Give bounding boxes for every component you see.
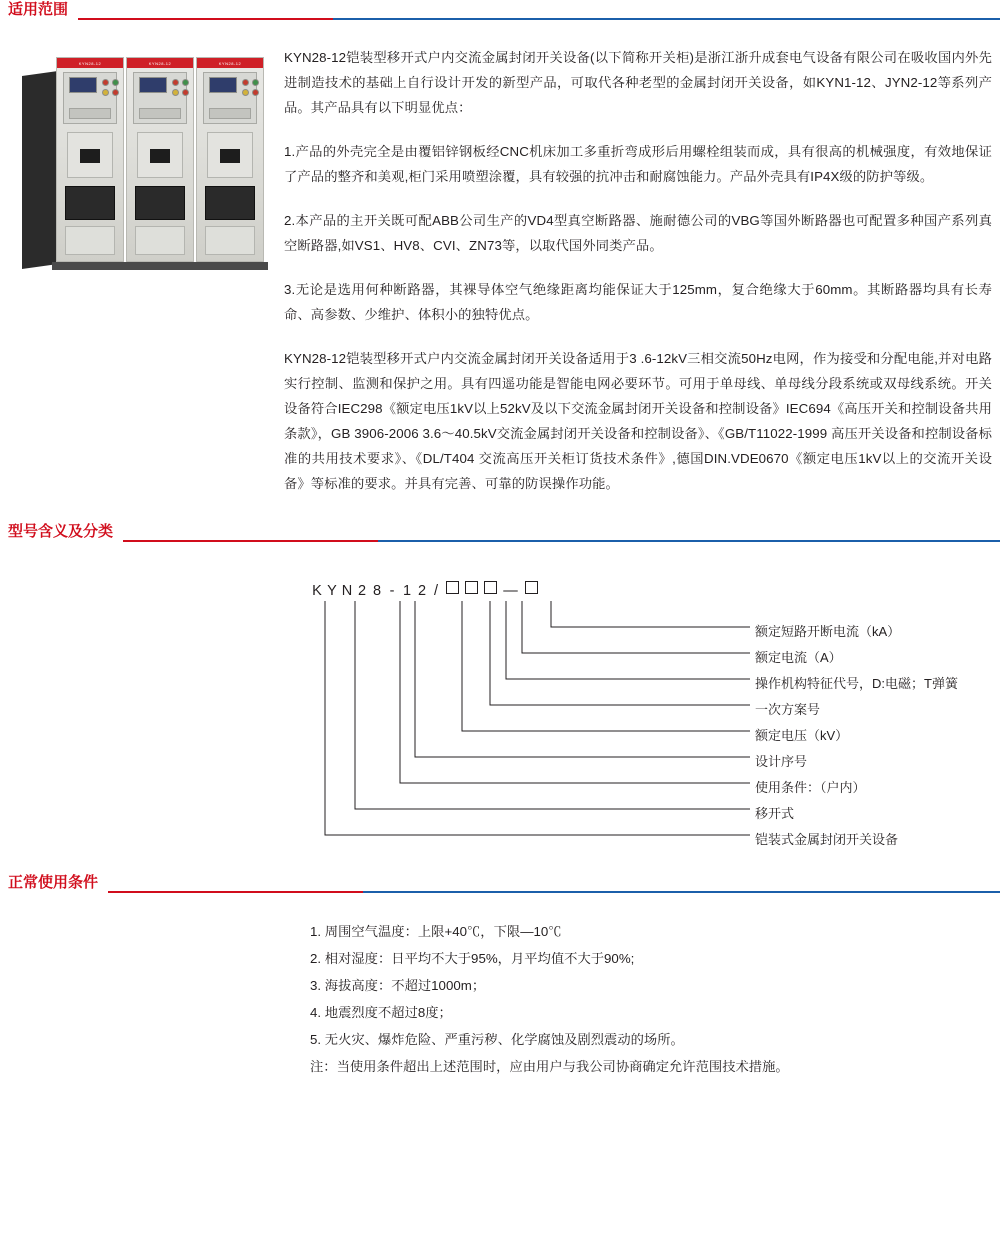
model-code-diagram bbox=[0, 553, 1000, 873]
cabinet-label: KYN28-12 bbox=[148, 61, 172, 66]
legend-item: 铠装式金属封闭开关设备 bbox=[755, 832, 899, 847]
legend-item: 移开式 bbox=[755, 806, 795, 821]
cabinet-base bbox=[52, 262, 268, 270]
code-placeholder-box bbox=[446, 581, 459, 594]
code-char: K bbox=[312, 583, 323, 599]
code-char: 2 bbox=[357, 583, 368, 599]
cabinet-door bbox=[135, 186, 185, 220]
indicator-light-green bbox=[112, 79, 119, 86]
cabinet-busbar bbox=[150, 149, 170, 163]
list-item: 2. 相对湿度：日平均不大于95%，月平均值不大于90%; bbox=[310, 951, 635, 966]
indicator-light-yellow bbox=[102, 89, 109, 96]
indicator-light-green bbox=[182, 79, 189, 86]
cabinet-unit bbox=[126, 57, 194, 262]
cabinet-door bbox=[65, 186, 115, 220]
section-title-conditions: 正常使用条件 bbox=[8, 874, 99, 891]
cabinet-mid-compartment bbox=[137, 132, 183, 178]
code-char: - bbox=[389, 583, 396, 599]
scope-content bbox=[0, 23, 1000, 496]
code-char: 1 bbox=[402, 583, 413, 599]
cabinet-control-panel bbox=[203, 72, 257, 124]
indicator-light-red bbox=[182, 89, 189, 96]
cabinet-busbar bbox=[220, 149, 240, 163]
spacer bbox=[0, 496, 1000, 522]
legend-item: 额定短路开断电流（kA） bbox=[755, 624, 901, 639]
code-char: N bbox=[341, 583, 354, 599]
indicator-light-red bbox=[112, 89, 119, 96]
legend-item: 额定电压（kV） bbox=[755, 728, 849, 743]
paragraph: KYN28-12铠装型移开式户内交流金属封闭开关设备(以下简称开关柜)是浙江浙升成套电气设备有限公司在吸收国内外先进制造技术的基础上自行设计开发的新型产品，可取代各种老型的金属封闭开关设备，如KYN1-12、JYN2-12等系列产品。其产品具有以下明显优点： bbox=[284, 50, 992, 115]
paragraph: 1.产品的外壳完全是由覆铝锌钢板经CNC机床加工多重折弯成形后用螺栓组装而成，具有很高的机械强度，有效地保证了产品的整齐和美观,柜门采用喷塑涂覆，具有较强的抗冲击和耐腐蚀能力。产品外壳具有IP4X级的防护等级。 bbox=[284, 144, 992, 184]
cabinet-mid-compartment bbox=[207, 132, 253, 178]
list-item: 3. 海拔高度：不超过1000m； bbox=[310, 978, 486, 993]
conditions-note: 注：当使用条件超出上述范围时，应由用户与我公司协商确定允许范围技术措施。 bbox=[310, 1059, 789, 1074]
cabinet-lower-compartment bbox=[205, 226, 255, 255]
cabinet-mid-compartment bbox=[67, 132, 113, 178]
legend-item: 操作机构特征代号，D:电磁；T弹簧 bbox=[755, 676, 958, 691]
indicator-light-red bbox=[102, 79, 109, 86]
model-code-string bbox=[310, 581, 541, 599]
cabinet-label: KYN28-12 bbox=[218, 61, 242, 66]
conditions-list bbox=[310, 918, 1000, 1053]
cabinet-control-panel bbox=[133, 72, 187, 124]
section-title-model: 型号含义及分类 bbox=[8, 523, 114, 540]
cabinet-display-screen bbox=[69, 77, 97, 93]
indicator-light-red bbox=[252, 89, 259, 96]
cabinet-control-panel bbox=[63, 72, 117, 124]
paragraph: KYN28-12铠装型移开式户内交流金属封闭开关设备适用于3 .6-12kV三相交流50Hz电网，作为接受和分配电能,并对电路实行控制、监测和保护之用。具有四遥功能是智能电网必要环节。可用于单母线、单母线分段系统或双母线系统。开关设备符合IEC298《额定电压1kV以上52kV及以下交流金属封闭开关设备和控制设备》IEC694《高压开关和控制设备共用条款》，GB 3906-2006 3.6～40.5kV交流金属封闭开关设备和控制设备》、《GB/T11022-1999 高压开关设备和控制设备标准的共用技术要求》、《DL/T404 交流高压开关柜订货技术条件》,德国DIN.VDE0670《额定电压1kV以上的交流开关设备》等标准的要求。并具有完善、可靠的防误操作功能。 bbox=[284, 351, 992, 491]
indicator-light-red bbox=[242, 79, 249, 86]
cabinet-door bbox=[205, 186, 255, 220]
indicator-light-yellow bbox=[172, 89, 179, 96]
cabinet-display-screen bbox=[209, 77, 237, 93]
cabinet-lower-compartment bbox=[135, 226, 185, 255]
conditions-content bbox=[0, 896, 1000, 1080]
code-char: Y bbox=[327, 583, 338, 599]
section-header-conditions bbox=[0, 873, 1000, 896]
list-item: 4. 地震烈度不超过8度； bbox=[310, 1005, 452, 1020]
indicator-light-yellow bbox=[242, 89, 249, 96]
code-char: 2 bbox=[417, 583, 428, 599]
cabinet-label: KYN28-12 bbox=[78, 61, 102, 66]
code-char: 8 bbox=[372, 583, 383, 599]
cabinet-unit bbox=[56, 57, 124, 262]
switchgear-illustration bbox=[22, 45, 274, 270]
legend-item: 一次方案号 bbox=[755, 702, 821, 717]
legend-item: 使用条件：（户内） bbox=[755, 780, 866, 795]
code-slash: / bbox=[433, 583, 440, 599]
cabinet-busbar bbox=[80, 149, 100, 163]
list-item: 1. 周围空气温度：上限+40℃，下限—10℃ bbox=[310, 924, 562, 939]
legend-item: 额定电流（A） bbox=[755, 650, 842, 665]
cabinet-side-panel bbox=[22, 71, 58, 269]
cabinet-button-row bbox=[139, 108, 181, 119]
legend-item: 设计序号 bbox=[755, 754, 808, 769]
cabinet-lower-compartment bbox=[65, 226, 115, 255]
cabinet-button-row bbox=[69, 108, 111, 119]
cabinet-unit bbox=[196, 57, 264, 262]
code-dash: — bbox=[503, 583, 519, 599]
cabinet-display-screen bbox=[139, 77, 167, 93]
paragraph: 2.本产品的主开关既可配ABB公司生产的VD4型真空断路器、施耐德公司的VBG等国外断路器也可配置多种国产系列真空断路器,如VS1、HV8、CVI、ZN73等，以取代国外同类产品。 bbox=[284, 213, 992, 253]
paragraph: 3.无论是选用何种断路器，其裸导体空气绝缘距离均能保证大于125mm，复合绝缘大于60mm。其断路器均具有长寿命、高参数、少维护、体积小的独特优点。 bbox=[284, 282, 992, 322]
model-code-legend bbox=[755, 619, 958, 853]
scope-paragraphs bbox=[280, 45, 1000, 496]
section-title-scope: 适用范围 bbox=[8, 1, 69, 18]
list-item: 5. 无火灾、爆炸危险、严重污秽、化学腐蚀及剧烈震动的场所。 bbox=[310, 1032, 684, 1047]
code-placeholder-box bbox=[465, 581, 478, 594]
code-placeholder-box bbox=[484, 581, 497, 594]
indicator-light-red bbox=[172, 79, 179, 86]
cabinet-button-row bbox=[209, 108, 251, 119]
indicator-light-green bbox=[252, 79, 259, 86]
section-header-model bbox=[0, 522, 1000, 545]
code-placeholder-box bbox=[525, 581, 538, 594]
switchgear-photo bbox=[0, 45, 280, 270]
section-header-scope bbox=[0, 0, 1000, 23]
